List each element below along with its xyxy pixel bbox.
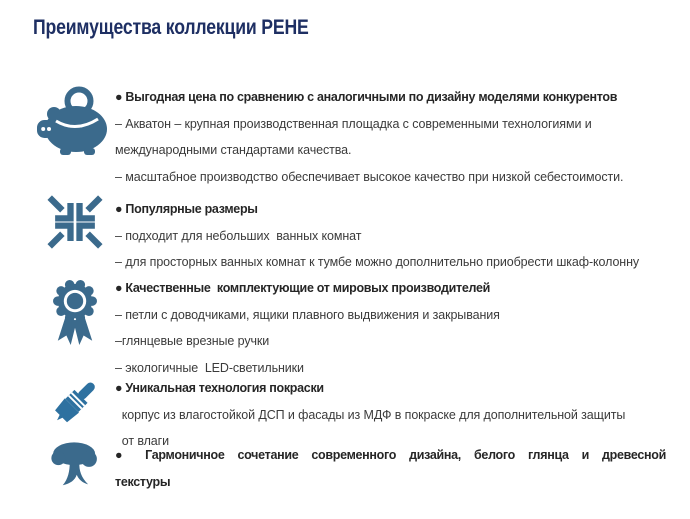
section-heading-wrap: текстуры <box>115 474 171 489</box>
paintbrush-icon <box>44 376 106 434</box>
advantage-section-design <box>35 442 666 495</box>
text-cell <box>115 442 666 495</box>
section-heading: ● Качественные комплектующие от мировых производителей <box>115 281 490 295</box>
converge-arrows-icon <box>46 194 104 250</box>
section-line: –глянцевые врезные ручки <box>115 334 270 348</box>
section-line: – экологичные LED-светильники <box>115 360 304 375</box>
advantage-section-price <box>35 84 666 190</box>
section-line: – подходит для небольших ванных комнат <box>115 228 362 243</box>
tree-icon <box>47 439 103 493</box>
advantage-section-components <box>35 275 666 381</box>
section-line: – Акватон – крупная производственная площадка с современными технологиями и <box>115 116 592 131</box>
advantage-section-sizes <box>35 196 666 276</box>
text-cell <box>115 275 666 381</box>
section-heading: ● Популярные размеры <box>115 202 258 216</box>
icon-cell <box>35 275 115 381</box>
section-line: международными стандартами качества. <box>115 143 352 157</box>
icon-cell <box>35 442 115 495</box>
section-line: – петли с доводчиками, ящики плавного выдвижения и закрывания <box>115 307 500 322</box>
section-heading: ● Уникальная технология покраски <box>115 381 324 395</box>
section-line: корпус из влагостойкой ДСП и фасады из МДФ в покраске для дополнительной защиты <box>115 407 626 422</box>
icon-cell <box>35 84 115 190</box>
section-line: – масштабное производство обеспечивает высокое качество при низкой себестоимости. <box>115 169 624 184</box>
section-line: – для просторных ванных комнат к тумбе можно дополнительно приобрести шкаф-колонну <box>115 255 640 269</box>
text-cell <box>115 84 666 190</box>
section-heading: ● Выгодная цена по сравнению с аналогичными по дизайну моделями конкурентов <box>115 90 618 104</box>
icon-cell <box>35 196 115 276</box>
piggy-bank-icon <box>37 82 113 160</box>
text-cell <box>115 196 666 276</box>
award-ribbon-icon <box>44 276 106 352</box>
section-line: от влаги <box>115 434 169 448</box>
page-title: Преимущества коллекции РЕНЕ <box>33 16 309 39</box>
section-heading: ● Гармоничное сочетание современного дизайна, белого глянца и древесной <box>115 448 666 462</box>
